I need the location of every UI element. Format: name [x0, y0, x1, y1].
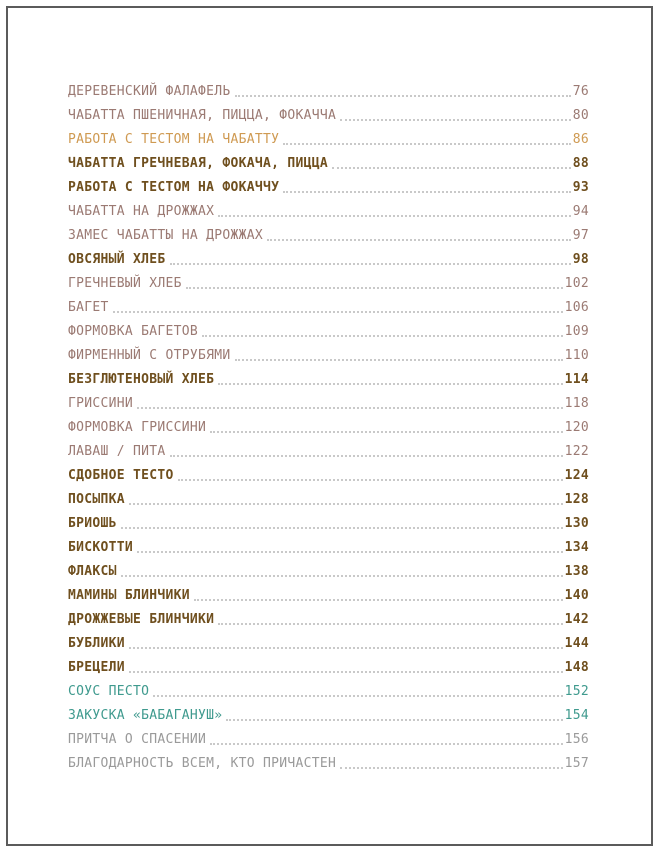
toc-entry — [68, 416, 589, 440]
toc-entry-title: ЗАМЕС ЧАБАТТЫ НА ДРОЖЖАХ — [68, 228, 264, 243]
toc-entry-page-number: 138 — [564, 564, 589, 579]
toc-entry — [68, 608, 589, 632]
toc-entry-page-number: 122 — [564, 444, 589, 459]
toc-entry-title: БИСКОТТИ — [68, 540, 134, 555]
toc-entry-page-number: 124 — [564, 468, 589, 483]
toc-entry — [68, 152, 589, 176]
toc-entry-page-number: 142 — [564, 612, 589, 627]
toc-entry-page-number: 154 — [564, 708, 589, 723]
dot-leader — [340, 767, 562, 769]
toc-entry-title: РАБОТА С ТЕСТОМ НА ЧАБАТТУ — [68, 132, 280, 147]
toc-entry-page-number: 144 — [564, 636, 589, 651]
toc-entry-title: БАГЕТ — [68, 300, 109, 315]
toc-entry — [68, 80, 589, 104]
dot-leader — [226, 719, 562, 721]
toc-entry-title: ДРОЖЖЕВЫЕ БЛИНЧИКИ — [68, 612, 215, 627]
dot-leader — [202, 335, 563, 337]
toc-entry-title: ФИРМЕННЫЙ С ОТРУБЯМИ — [68, 348, 231, 363]
dot-leader — [129, 647, 563, 649]
dot-leader — [121, 527, 563, 529]
toc-entry-title: СОУС ПЕСТО — [68, 684, 150, 699]
dot-leader — [178, 479, 563, 481]
toc-entry-page-number: 110 — [564, 348, 589, 363]
dot-leader — [210, 431, 562, 433]
toc-entry-title: РАБОТА С ТЕСТОМ НА ФОКАЧЧУ — [68, 180, 280, 195]
toc-entry-title: БУБЛИКИ — [68, 636, 125, 651]
toc-entry-page-number: 97 — [572, 228, 589, 243]
toc-entry-page-number: 157 — [564, 756, 589, 771]
toc-entry — [68, 560, 589, 584]
toc-entry-title: ДЕРЕВЕНСКИЙ ФАЛАФЕЛЬ — [68, 84, 231, 99]
toc-entry — [68, 368, 589, 392]
toc-entry-title: ФЛАКСЫ — [68, 564, 117, 579]
dot-leader — [235, 95, 571, 97]
toc-entry-page-number: 120 — [564, 420, 589, 435]
toc-entry-title: БРИОШЬ — [68, 516, 117, 531]
toc-entry-page-number: 109 — [564, 324, 589, 339]
toc-entry-title: ФОРМОВКА ГРИССИНИ — [68, 420, 207, 435]
dot-leader — [218, 383, 562, 385]
dot-leader — [218, 215, 570, 217]
toc-entry-page-number: 88 — [572, 156, 589, 171]
toc-entry — [68, 632, 589, 656]
dot-leader — [170, 263, 571, 265]
dot-leader — [218, 623, 562, 625]
dot-leader — [129, 503, 563, 505]
toc-entry — [68, 440, 589, 464]
toc-entry — [68, 392, 589, 416]
toc-entry-page-number: 152 — [564, 684, 589, 699]
toc-entry — [68, 272, 589, 296]
toc-entry-page-number: 148 — [564, 660, 589, 675]
toc-entry-page-number: 102 — [564, 276, 589, 291]
toc-entry-title: ЧАБАТТА ПШЕНИЧНАЯ, ПИЦЦА, ФОКАЧЧА — [68, 108, 337, 123]
toc-entry — [68, 680, 589, 704]
toc-entry-page-number: 156 — [564, 732, 589, 747]
dot-leader — [170, 455, 563, 457]
toc-entry — [68, 176, 589, 200]
toc-entry-title: ЗАКУСКА «БАБАГАНУШ» — [68, 708, 223, 723]
dot-leader — [194, 599, 563, 601]
dot-leader — [267, 239, 571, 241]
toc-entry-title: БЛАГОДАРНОСТЬ ВСЕМ, КТО ПРИЧАСТЕН — [68, 756, 337, 771]
toc-entry-title: СДОБНОЕ ТЕСТО — [68, 468, 174, 483]
toc-entry-title: ПРИТЧА О СПАСЕНИИ — [68, 732, 207, 747]
dot-leader — [235, 359, 563, 361]
toc-entry-page-number: 106 — [564, 300, 589, 315]
toc-entry-page-number: 114 — [564, 372, 589, 387]
toc-entry — [68, 728, 589, 752]
toc-entry-page-number: 76 — [572, 84, 589, 99]
dot-leader — [137, 407, 563, 409]
toc-entry — [68, 512, 589, 536]
toc-entry-title: БРЕЦЕЛИ — [68, 660, 125, 675]
toc-entry-title: ЧАБАТТА НА ДРОЖЖАХ — [68, 204, 215, 219]
toc-entry — [68, 536, 589, 560]
toc-entry-title: МАМИНЫ БЛИНЧИКИ — [68, 588, 190, 603]
toc-entry-page-number: 86 — [572, 132, 589, 147]
toc-entry — [68, 464, 589, 488]
toc-entry — [68, 584, 589, 608]
toc-entry — [68, 704, 589, 728]
dot-leader — [283, 191, 570, 193]
toc-entry — [68, 656, 589, 680]
book-page — [6, 6, 653, 846]
toc-entry-title: ЧАБАТТА ГРЕЧНЕВАЯ, ФОКАЧА, ПИЦЦА — [68, 156, 329, 171]
toc-entry-page-number: 80 — [572, 108, 589, 123]
dot-leader — [153, 695, 562, 697]
toc-entry — [68, 752, 589, 776]
toc-entry-title: ОВСЯНЫЙ ХЛЕБ — [68, 252, 166, 267]
toc-entry-page-number: 118 — [564, 396, 589, 411]
toc-entry-page-number: 140 — [564, 588, 589, 603]
toc-entry — [68, 128, 589, 152]
toc-entry — [68, 248, 589, 272]
dot-leader — [129, 671, 563, 673]
dot-leader — [137, 551, 563, 553]
toc-entry — [68, 104, 589, 128]
toc-entry-title: ГРЕЧНЕВЫЙ ХЛЕБ — [68, 276, 182, 291]
toc-entry-page-number: 128 — [564, 492, 589, 507]
dot-leader — [210, 743, 562, 745]
dot-leader — [340, 119, 571, 121]
dot-leader — [332, 167, 571, 169]
toc-entry-page-number: 93 — [572, 180, 589, 195]
toc-entry-title: ЛАВАШ / ПИТА — [68, 444, 166, 459]
toc-entry-title: ПОСЫПКА — [68, 492, 125, 507]
toc-entry-title: ГРИССИНИ — [68, 396, 134, 411]
dot-leader — [113, 311, 563, 313]
dot-leader — [186, 287, 563, 289]
table-of-contents — [68, 80, 589, 776]
toc-entry — [68, 200, 589, 224]
dot-leader — [283, 143, 570, 145]
toc-entry — [68, 224, 589, 248]
toc-entry-title: БЕЗГЛЮТЕНОВЫЙ ХЛЕБ — [68, 372, 215, 387]
toc-entry-page-number: 130 — [564, 516, 589, 531]
toc-entry — [68, 344, 589, 368]
toc-entry-page-number: 98 — [572, 252, 589, 267]
toc-entry — [68, 320, 589, 344]
toc-entry — [68, 488, 589, 512]
toc-entry-title: ФОРМОВКА БАГЕТОВ — [68, 324, 199, 339]
dot-leader — [121, 575, 563, 577]
toc-entry — [68, 296, 589, 320]
toc-entry-page-number: 94 — [572, 204, 589, 219]
toc-entry-page-number: 134 — [564, 540, 589, 555]
